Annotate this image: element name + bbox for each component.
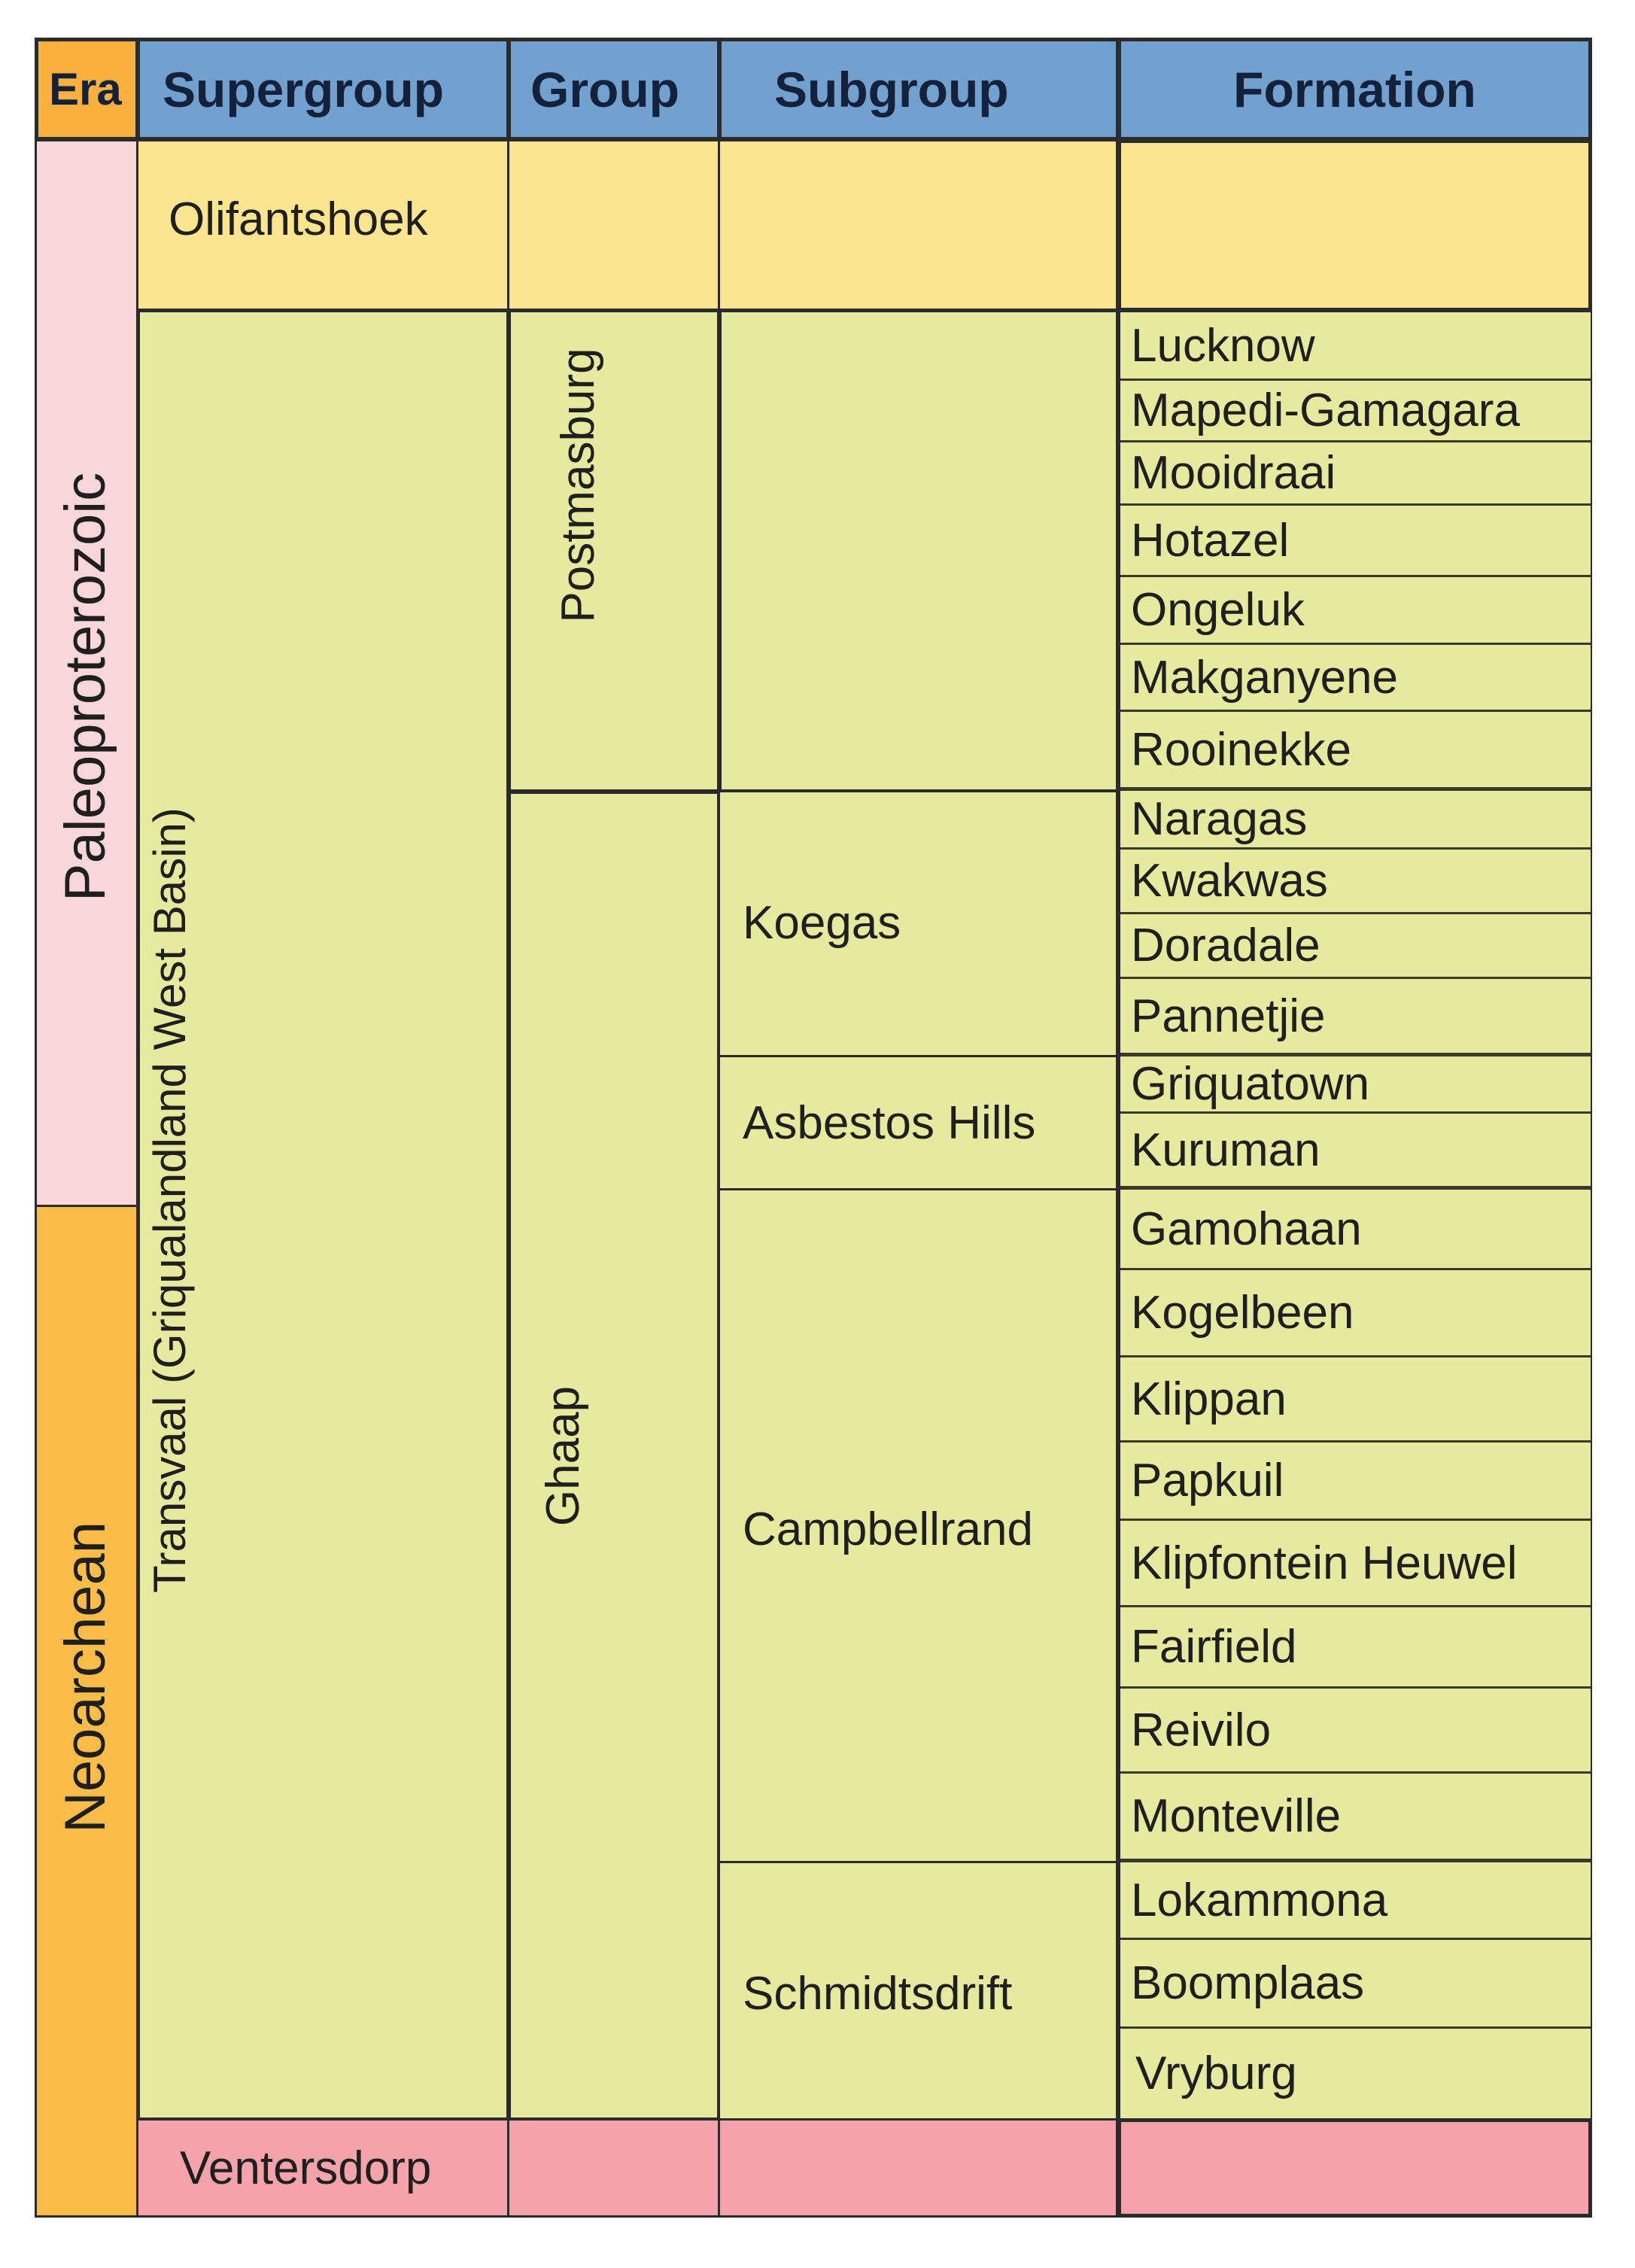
formation-label: Ongeluk [1131,584,1305,636]
formation-row [1119,1607,1591,1689]
formation-row [1119,312,1591,381]
supergroup-olifantshoek [136,139,510,312]
formation-ventersdorp-empty [1117,2118,1592,2218]
subgroup-koegas [718,790,1120,1057]
era-paleoproterozoic [35,139,139,1207]
header-formation [1117,38,1592,141]
formation-row [1119,381,1591,442]
header-supergroup [136,38,510,141]
supergroup-ventersdorp [136,2118,510,2218]
formation-row [1119,1774,1591,1862]
era-neoarchean [35,1205,139,2218]
formation-row [1119,645,1591,712]
formation-label: Lokammona [1131,1874,1388,1926]
formation-row [1119,791,1591,850]
header-era-label: Era [49,64,122,114]
subgroup-koegas-label: Koegas [743,897,901,949]
group-ghaap-label: Ghaap [537,1385,589,1527]
formation-label: Makganyene [1131,651,1399,704]
formation-row [1119,1862,1591,1940]
formation-row [1119,1443,1591,1521]
formation-label: Monteville [1131,1790,1342,1842]
formation-label: Fairfield [1131,1621,1297,1673]
supergroup-transvaal [136,309,510,2121]
formation-label: Kogelbeen [1131,1287,1354,1339]
formation-label: Papkuil [1131,1455,1284,1506]
formation-label: Vryburg [1135,2048,1297,2099]
header-era [35,38,139,141]
header-subgroup [718,38,1120,141]
group-postmasburg [507,309,721,793]
formation-label: Mapedi-Gamagara [1131,385,1520,436]
formation-row [1119,1689,1591,1774]
header-supergroup-label: Supergroup [163,61,444,117]
group-olifantshoek-empty [507,139,721,312]
formation-row [1119,712,1591,791]
header-subgroup-label: Subgroup [774,61,1009,117]
group-postmasburg-label: Postmasburg [552,348,604,623]
formation-row [1119,1114,1591,1190]
formation-label: Boomplaas [1131,1957,1365,2009]
formation-row [1119,577,1591,645]
formation-label: Hotazel [1131,514,1290,567]
formation-row [1119,1056,1591,1114]
formation-label: Gamohaan [1131,1202,1362,1255]
subgroup-ventersdorp-empty [718,2118,1120,2218]
formation-row [1119,1940,1591,2029]
formation-label: Pannetjie [1131,990,1326,1042]
formation-label: Lucknow [1131,319,1315,372]
supergroup-olifantshoek-label: Olifantshoek [169,193,428,245]
formation-row [1119,442,1591,506]
formation-row [1119,506,1591,577]
formation-row [1119,2029,1591,2118]
formation-row [1119,979,1591,1056]
formation-row [1119,1270,1591,1357]
formation-label: Doradale [1131,920,1320,971]
era-paleoproterozoic-label: Paleoproterozoic [53,472,117,902]
subgroup-campbellrand [718,1188,1120,1863]
header-group-label: Group [530,61,679,117]
header-formation-label: Formation [1233,61,1476,117]
supergroup-transvaal-label: Transvaal (Griqualandland West Basin) [144,807,195,1593]
formation-label: Klipfontein Heuwel [1131,1537,1518,1589]
subgroup-schmidtsdrift-label: Schmidtsdrift [743,1968,1013,2020]
formation-row [1119,1190,1591,1270]
subgroup-asbestos-hills-label: Asbestos Hills [743,1097,1036,1149]
formation-label: Reivilo [1131,1704,1272,1756]
formation-label: Rooinekke [1131,723,1351,776]
formation-row [1119,914,1591,979]
group-ventersdorp-empty [507,2118,721,2218]
subgroup-olifantshoek-empty [718,139,1120,312]
formation-label: Griquatown [1131,1058,1370,1110]
subgroup-asbestos-hills [718,1055,1120,1190]
formation-row [1119,1521,1591,1607]
formation-row [1119,1357,1591,1443]
formation-olifantshoek-empty [1117,139,1592,312]
era-neoarchean-label: Neoarchean [53,1521,117,1834]
formation-row [1119,850,1591,914]
formation-label: Kuruman [1131,1123,1320,1176]
formation-divider [1116,38,1120,2218]
group-ghaap [507,790,721,2121]
subgroup-postmasburg-empty [718,309,1120,793]
formation-label: Kwakwas [1131,855,1328,907]
subgroup-campbellrand-label: Campbellrand [743,1503,1033,1555]
subgroup-schmidtsdrift [718,1861,1120,2121]
formation-label: Mooidraai [1131,447,1336,499]
formation-label: Naragas [1131,793,1308,845]
formation-label: Klippan [1131,1373,1287,1425]
supergroup-ventersdorp-label: Ventersdorp [180,2142,432,2194]
header-group [507,38,721,141]
